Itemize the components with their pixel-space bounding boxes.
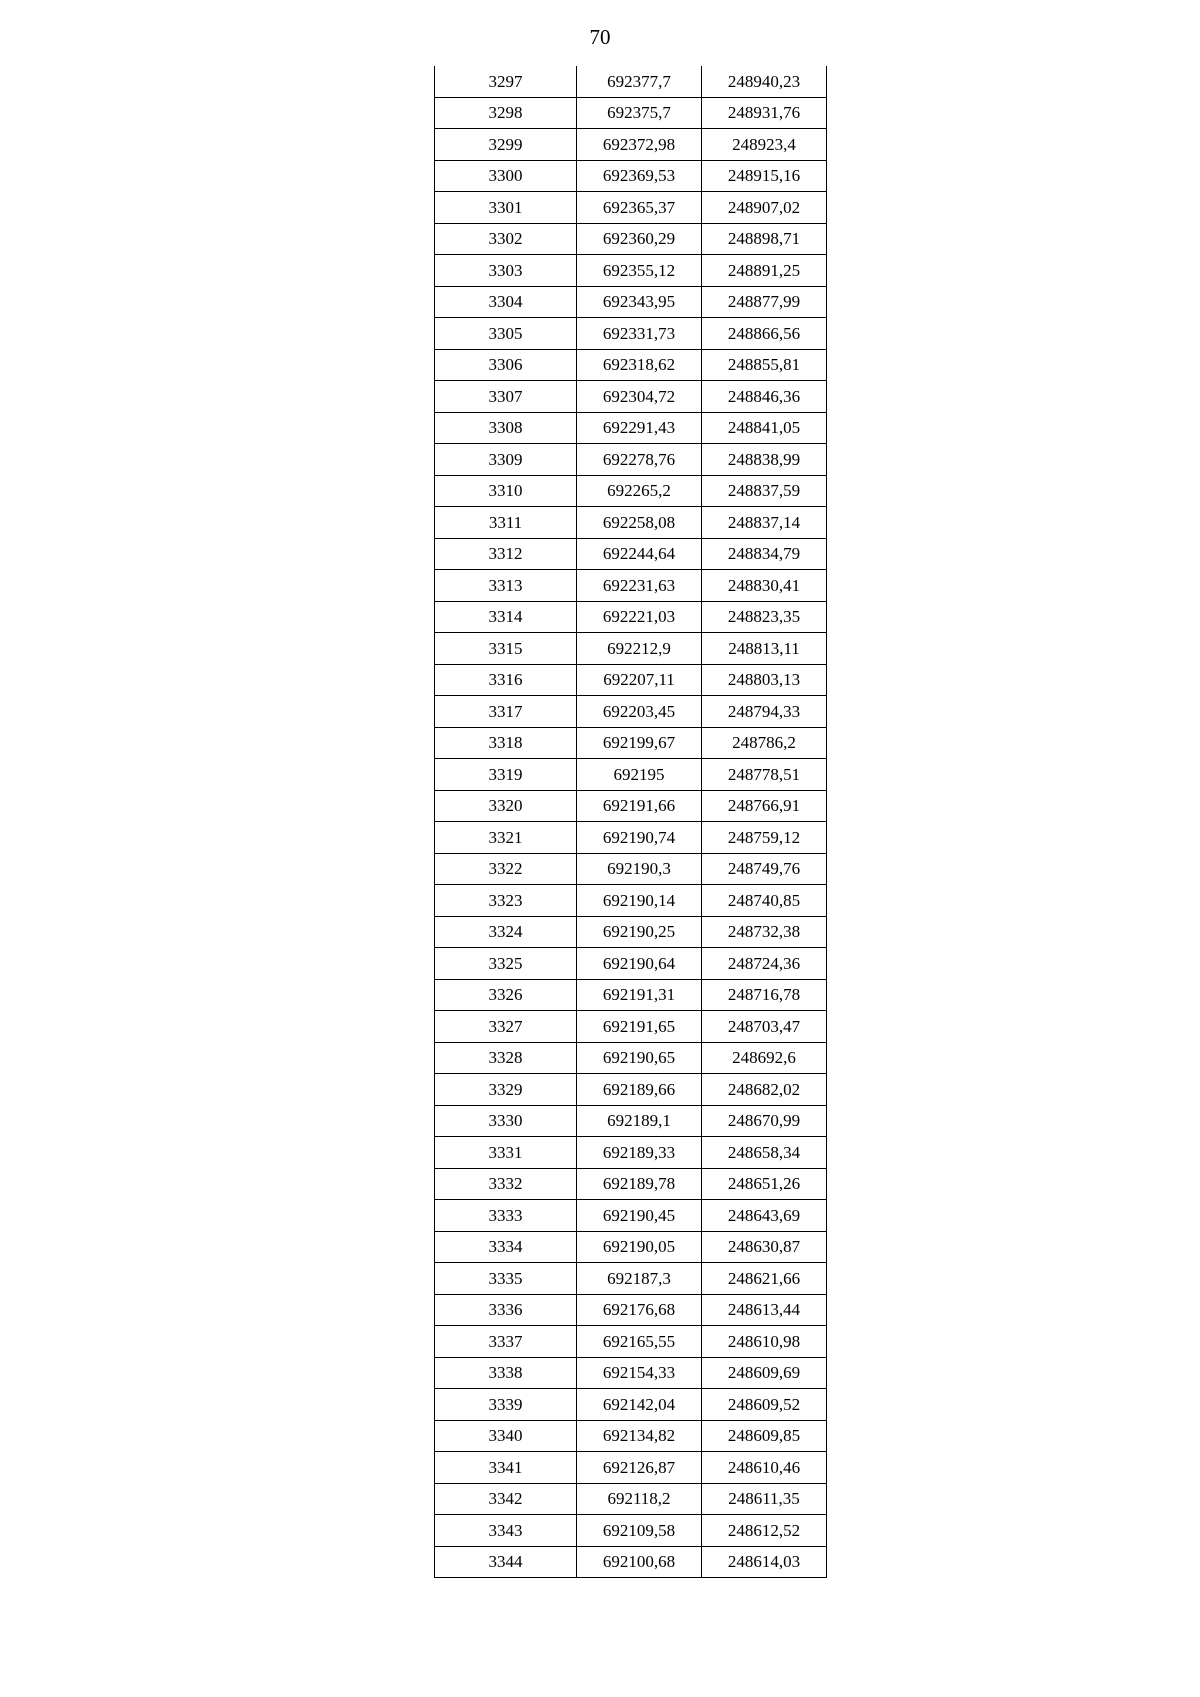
y-coordinate-cell: 248830,41 bbox=[702, 570, 827, 602]
y-coordinate-cell: 248612,52 bbox=[702, 1515, 827, 1547]
point-number-cell: 3301 bbox=[435, 192, 577, 224]
y-coordinate-cell: 248732,38 bbox=[702, 916, 827, 948]
x-coordinate-cell: 692221,03 bbox=[577, 601, 702, 633]
table-row bbox=[435, 1263, 827, 1295]
y-coordinate-cell: 248621,66 bbox=[702, 1263, 827, 1295]
y-coordinate-cell: 248803,13 bbox=[702, 664, 827, 696]
y-coordinate-cell: 248613,44 bbox=[702, 1294, 827, 1326]
x-coordinate-cell: 692244,64 bbox=[577, 538, 702, 570]
point-number-cell: 3328 bbox=[435, 1042, 577, 1074]
y-coordinate-cell: 248610,98 bbox=[702, 1326, 827, 1358]
y-coordinate-cell: 248703,47 bbox=[702, 1011, 827, 1043]
y-coordinate-cell: 248614,03 bbox=[702, 1546, 827, 1578]
table-row bbox=[435, 349, 827, 381]
point-number-cell: 3304 bbox=[435, 286, 577, 318]
x-coordinate-cell: 692190,05 bbox=[577, 1231, 702, 1263]
y-coordinate-cell: 248940,23 bbox=[702, 66, 827, 97]
table-row bbox=[435, 286, 827, 318]
point-number-cell: 3342 bbox=[435, 1483, 577, 1515]
y-coordinate-cell: 248630,87 bbox=[702, 1231, 827, 1263]
table-row bbox=[435, 979, 827, 1011]
y-coordinate-cell: 248813,11 bbox=[702, 633, 827, 665]
y-coordinate-cell: 248716,78 bbox=[702, 979, 827, 1011]
point-number-cell: 3297 bbox=[435, 66, 577, 97]
x-coordinate-cell: 692189,1 bbox=[577, 1105, 702, 1137]
point-number-cell: 3333 bbox=[435, 1200, 577, 1232]
x-coordinate-cell: 692190,65 bbox=[577, 1042, 702, 1074]
table-row bbox=[435, 412, 827, 444]
x-coordinate-cell: 692365,37 bbox=[577, 192, 702, 224]
x-coordinate-cell: 692118,2 bbox=[577, 1483, 702, 1515]
point-number-cell: 3330 bbox=[435, 1105, 577, 1137]
table-row bbox=[435, 1042, 827, 1074]
point-number-cell: 3327 bbox=[435, 1011, 577, 1043]
y-coordinate-cell: 248609,85 bbox=[702, 1420, 827, 1452]
x-coordinate-cell: 692134,82 bbox=[577, 1420, 702, 1452]
x-coordinate-cell: 692187,3 bbox=[577, 1263, 702, 1295]
x-coordinate-cell: 692189,78 bbox=[577, 1168, 702, 1200]
y-coordinate-cell: 248786,2 bbox=[702, 727, 827, 759]
x-coordinate-cell: 692203,45 bbox=[577, 696, 702, 728]
x-coordinate-cell: 692343,95 bbox=[577, 286, 702, 318]
point-number-cell: 3343 bbox=[435, 1515, 577, 1547]
point-number-cell: 3331 bbox=[435, 1137, 577, 1169]
table-row bbox=[435, 1357, 827, 1389]
y-coordinate-cell: 248692,6 bbox=[702, 1042, 827, 1074]
x-coordinate-cell: 692191,65 bbox=[577, 1011, 702, 1043]
x-coordinate-cell: 692189,33 bbox=[577, 1137, 702, 1169]
x-coordinate-cell: 692165,55 bbox=[577, 1326, 702, 1358]
x-coordinate-cell: 692278,76 bbox=[577, 444, 702, 476]
table-row bbox=[435, 822, 827, 854]
coordinates-table bbox=[434, 66, 827, 1578]
y-coordinate-cell: 248610,46 bbox=[702, 1452, 827, 1484]
x-coordinate-cell: 692100,68 bbox=[577, 1546, 702, 1578]
point-number-cell: 3319 bbox=[435, 759, 577, 791]
x-coordinate-cell: 692258,08 bbox=[577, 507, 702, 539]
table-row bbox=[435, 1546, 827, 1578]
x-coordinate-cell: 692355,12 bbox=[577, 255, 702, 287]
x-coordinate-cell: 692369,53 bbox=[577, 160, 702, 192]
point-number-cell: 3298 bbox=[435, 97, 577, 129]
x-coordinate-cell: 692212,9 bbox=[577, 633, 702, 665]
point-number-cell: 3340 bbox=[435, 1420, 577, 1452]
point-number-cell: 3307 bbox=[435, 381, 577, 413]
x-coordinate-cell: 692375,7 bbox=[577, 97, 702, 129]
x-coordinate-cell: 692176,68 bbox=[577, 1294, 702, 1326]
point-number-cell: 3309 bbox=[435, 444, 577, 476]
point-number-cell: 3341 bbox=[435, 1452, 577, 1484]
x-coordinate-cell: 692190,64 bbox=[577, 948, 702, 980]
x-coordinate-cell: 692331,73 bbox=[577, 318, 702, 350]
y-coordinate-cell: 248907,02 bbox=[702, 192, 827, 224]
table-row bbox=[435, 853, 827, 885]
x-coordinate-cell: 692190,3 bbox=[577, 853, 702, 885]
point-number-cell: 3308 bbox=[435, 412, 577, 444]
point-number-cell: 3312 bbox=[435, 538, 577, 570]
table-row bbox=[435, 255, 827, 287]
table-row bbox=[435, 633, 827, 665]
x-coordinate-cell: 692190,74 bbox=[577, 822, 702, 854]
table-row bbox=[435, 66, 827, 97]
table-row bbox=[435, 1294, 827, 1326]
y-coordinate-cell: 248609,52 bbox=[702, 1389, 827, 1421]
table-row bbox=[435, 444, 827, 476]
y-coordinate-cell: 248749,76 bbox=[702, 853, 827, 885]
table-row bbox=[435, 1105, 827, 1137]
table-row bbox=[435, 696, 827, 728]
point-number-cell: 3299 bbox=[435, 129, 577, 161]
table-row bbox=[435, 381, 827, 413]
point-number-cell: 3316 bbox=[435, 664, 577, 696]
table-row bbox=[435, 1168, 827, 1200]
page-number: 70 bbox=[589, 25, 611, 49]
table-row bbox=[435, 1231, 827, 1263]
point-number-cell: 3339 bbox=[435, 1389, 577, 1421]
y-coordinate-cell: 248915,16 bbox=[702, 160, 827, 192]
table-row bbox=[435, 1483, 827, 1515]
x-coordinate-cell: 692199,67 bbox=[577, 727, 702, 759]
table-row bbox=[435, 664, 827, 696]
table-row bbox=[435, 538, 827, 570]
table-row bbox=[435, 1074, 827, 1106]
x-coordinate-cell: 692142,04 bbox=[577, 1389, 702, 1421]
y-coordinate-cell: 248778,51 bbox=[702, 759, 827, 791]
point-number-cell: 3335 bbox=[435, 1263, 577, 1295]
y-coordinate-cell: 248682,02 bbox=[702, 1074, 827, 1106]
point-number-cell: 3344 bbox=[435, 1546, 577, 1578]
y-coordinate-cell: 248658,34 bbox=[702, 1137, 827, 1169]
y-coordinate-cell: 248923,4 bbox=[702, 129, 827, 161]
table-row bbox=[435, 129, 827, 161]
table-row bbox=[435, 1326, 827, 1358]
y-coordinate-cell: 248855,81 bbox=[702, 349, 827, 381]
y-coordinate-cell: 248724,36 bbox=[702, 948, 827, 980]
table-row bbox=[435, 97, 827, 129]
point-number-cell: 3303 bbox=[435, 255, 577, 287]
table-row bbox=[435, 1137, 827, 1169]
point-number-cell: 3326 bbox=[435, 979, 577, 1011]
point-number-cell: 3337 bbox=[435, 1326, 577, 1358]
y-coordinate-cell: 248837,59 bbox=[702, 475, 827, 507]
y-coordinate-cell: 248766,91 bbox=[702, 790, 827, 822]
x-coordinate-cell: 692372,98 bbox=[577, 129, 702, 161]
y-coordinate-cell: 248740,85 bbox=[702, 885, 827, 917]
x-coordinate-cell: 692360,29 bbox=[577, 223, 702, 255]
x-coordinate-cell: 692190,45 bbox=[577, 1200, 702, 1232]
x-coordinate-cell: 692126,87 bbox=[577, 1452, 702, 1484]
x-coordinate-cell: 692191,31 bbox=[577, 979, 702, 1011]
point-number-cell: 3320 bbox=[435, 790, 577, 822]
point-number-cell: 3302 bbox=[435, 223, 577, 255]
point-number-cell: 3332 bbox=[435, 1168, 577, 1200]
point-number-cell: 3306 bbox=[435, 349, 577, 381]
x-coordinate-cell: 692109,58 bbox=[577, 1515, 702, 1547]
point-number-cell: 3336 bbox=[435, 1294, 577, 1326]
table-row bbox=[435, 916, 827, 948]
y-coordinate-cell: 248877,99 bbox=[702, 286, 827, 318]
point-number-cell: 3325 bbox=[435, 948, 577, 980]
x-coordinate-cell: 692189,66 bbox=[577, 1074, 702, 1106]
point-number-cell: 3322 bbox=[435, 853, 577, 885]
y-coordinate-cell: 248834,79 bbox=[702, 538, 827, 570]
point-number-cell: 3305 bbox=[435, 318, 577, 350]
point-number-cell: 3315 bbox=[435, 633, 577, 665]
y-coordinate-cell: 248643,69 bbox=[702, 1200, 827, 1232]
table-row bbox=[435, 160, 827, 192]
x-coordinate-cell: 692207,11 bbox=[577, 664, 702, 696]
point-number-cell: 3321 bbox=[435, 822, 577, 854]
table-row bbox=[435, 318, 827, 350]
point-number-cell: 3313 bbox=[435, 570, 577, 602]
point-number-cell: 3324 bbox=[435, 916, 577, 948]
y-coordinate-cell: 248846,36 bbox=[702, 381, 827, 413]
x-coordinate-cell: 692304,72 bbox=[577, 381, 702, 413]
table-row bbox=[435, 475, 827, 507]
table-row bbox=[435, 1389, 827, 1421]
y-coordinate-cell: 248931,76 bbox=[702, 97, 827, 129]
point-number-cell: 3334 bbox=[435, 1231, 577, 1263]
x-coordinate-cell: 692195 bbox=[577, 759, 702, 791]
table-row bbox=[435, 192, 827, 224]
point-number-cell: 3318 bbox=[435, 727, 577, 759]
y-coordinate-cell: 248837,14 bbox=[702, 507, 827, 539]
x-coordinate-cell: 692265,2 bbox=[577, 475, 702, 507]
table-row bbox=[435, 1515, 827, 1547]
table-row bbox=[435, 507, 827, 539]
table-row bbox=[435, 1420, 827, 1452]
table-row bbox=[435, 1011, 827, 1043]
table-row bbox=[435, 727, 827, 759]
y-coordinate-cell: 248898,71 bbox=[702, 223, 827, 255]
point-number-cell: 3311 bbox=[435, 507, 577, 539]
table-row bbox=[435, 1200, 827, 1232]
point-number-cell: 3300 bbox=[435, 160, 577, 192]
point-number-cell: 3329 bbox=[435, 1074, 577, 1106]
x-coordinate-cell: 692154,33 bbox=[577, 1357, 702, 1389]
y-coordinate-cell: 248609,69 bbox=[702, 1357, 827, 1389]
table-row bbox=[435, 885, 827, 917]
y-coordinate-cell: 248891,25 bbox=[702, 255, 827, 287]
point-number-cell: 3317 bbox=[435, 696, 577, 728]
x-coordinate-cell: 692377,7 bbox=[577, 66, 702, 97]
point-number-cell: 3310 bbox=[435, 475, 577, 507]
x-coordinate-cell: 692190,14 bbox=[577, 885, 702, 917]
x-coordinate-cell: 692231,63 bbox=[577, 570, 702, 602]
x-coordinate-cell: 692318,62 bbox=[577, 349, 702, 381]
x-coordinate-cell: 692190,25 bbox=[577, 916, 702, 948]
point-number-cell: 3323 bbox=[435, 885, 577, 917]
y-coordinate-cell: 248838,99 bbox=[702, 444, 827, 476]
x-coordinate-cell: 692291,43 bbox=[577, 412, 702, 444]
table-row bbox=[435, 759, 827, 791]
y-coordinate-cell: 248651,26 bbox=[702, 1168, 827, 1200]
table-row bbox=[435, 790, 827, 822]
table-row bbox=[435, 570, 827, 602]
x-coordinate-cell: 692191,66 bbox=[577, 790, 702, 822]
table-row bbox=[435, 1452, 827, 1484]
y-coordinate-cell: 248759,12 bbox=[702, 822, 827, 854]
table-row bbox=[435, 948, 827, 980]
coordinates-table-body bbox=[435, 66, 827, 1578]
y-coordinate-cell: 248670,99 bbox=[702, 1105, 827, 1137]
table-row bbox=[435, 223, 827, 255]
point-number-cell: 3314 bbox=[435, 601, 577, 633]
point-number-cell: 3338 bbox=[435, 1357, 577, 1389]
y-coordinate-cell: 248611,35 bbox=[702, 1483, 827, 1515]
y-coordinate-cell: 248823,35 bbox=[702, 601, 827, 633]
y-coordinate-cell: 248866,56 bbox=[702, 318, 827, 350]
table-row bbox=[435, 601, 827, 633]
y-coordinate-cell: 248794,33 bbox=[702, 696, 827, 728]
y-coordinate-cell: 248841,05 bbox=[702, 412, 827, 444]
